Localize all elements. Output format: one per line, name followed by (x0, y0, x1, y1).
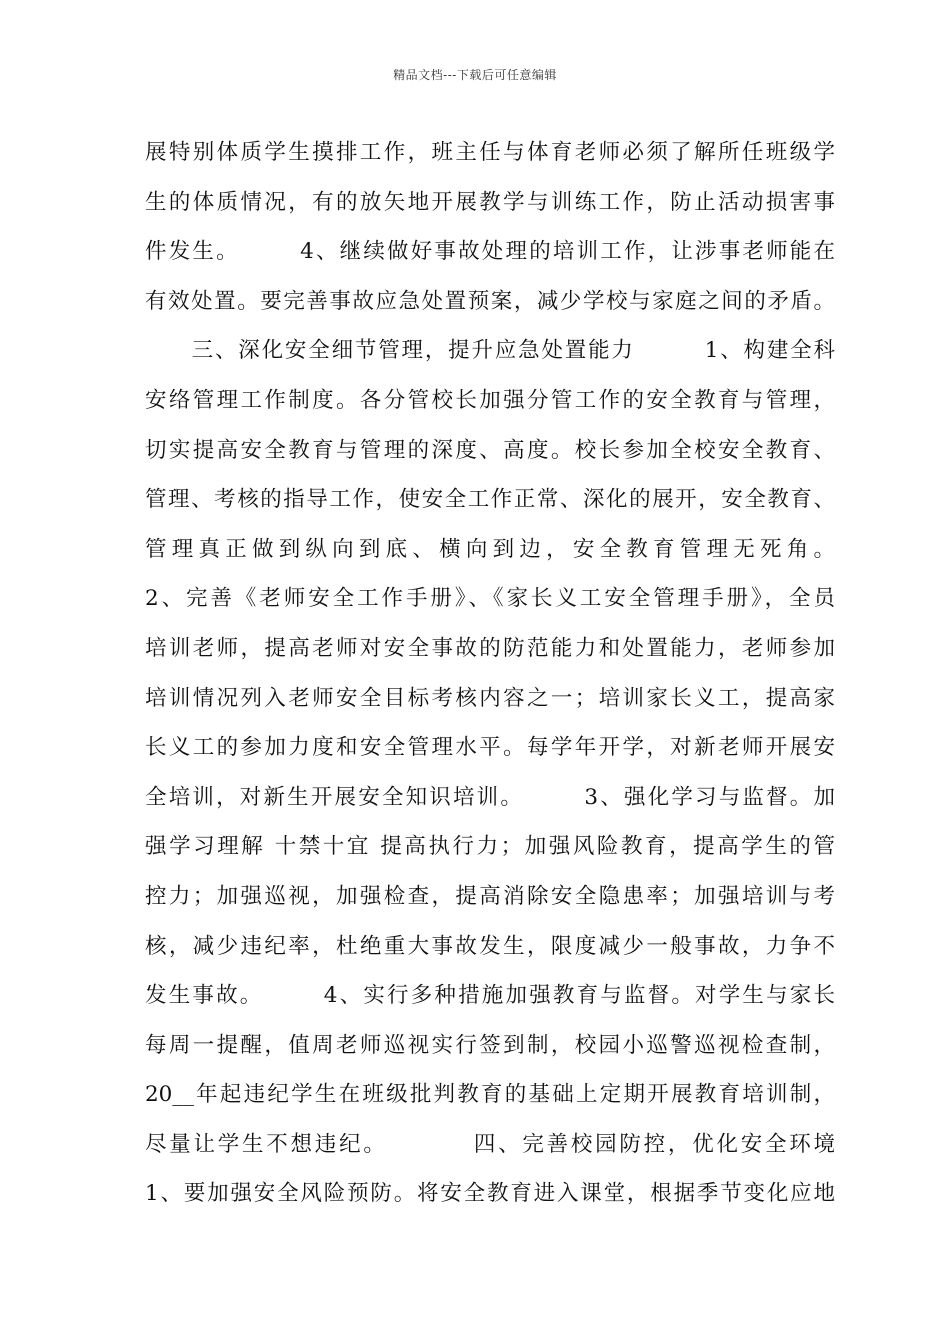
text-line: 件发生。 4、继续做好事故处理的培训工作，让涉事老师能在 (145, 239, 835, 265)
text-line: 长义工的参加力度和安全管理水平。每学年开学，对新老师开展安 (145, 735, 835, 761)
text-line: 每周一提醒，值周老师巡视实行签到制，校园小巡警巡视检查制， (145, 1032, 835, 1058)
text-line: 安络管理工作制度。各分管校长加强分管工作的安全教育与管理， (145, 387, 835, 413)
text-line: 强学习理解 十禁十宜 提高执行力；加强风险教育，提高学生的管 (145, 834, 835, 860)
text-line: 20__年起违纪学生在班级批判教育的基础上定期开展教育培训制， (145, 1082, 835, 1108)
text-line: 管理真正做到纵向到底、横向到边，安全教育管理无死角。 (145, 536, 835, 562)
text-line: 展特别体质学生摸排工作，班主任与体育老师必须了解所任班级学 (145, 140, 835, 165)
text-line: 尽量让学生不想违纪。 四、完善校园防控，优化安全环境 (145, 1131, 835, 1157)
text-line: 切实提高安全教育与管理的深度、高度。校长参加全校安全教育、 (145, 437, 835, 463)
text-line: 管理、考核的指导工作，使安全工作正常、深化的展开，安全教育、 (145, 487, 835, 513)
text-line: 全培训，对新生开展安全知识培训。 3、强化学习与监督。加 (145, 784, 835, 810)
text-line: 生的体质情况，有的放矢地开展教学与训练工作，防止活动损害事 (145, 189, 835, 215)
text-line: 培训情况列入老师安全目标考核内容之一；培训家长义工，提高家 (145, 685, 835, 711)
page-header: 精品文档---下载后可任意编辑 (393, 68, 557, 82)
text-line: 核，减少违纪率，杜绝重大事故发生，限度减少一般事故，力争不 (145, 933, 835, 959)
text-line: 三、深化安全细节管理，提升应急处置能力 1、构建全科 (145, 338, 835, 364)
text-line: 1、要加强安全风险预防。将安全教育进入课堂，根据季节变化应地 (145, 1181, 835, 1207)
text-line: 发生事故。 4、实行多种措施加强教育与监督。对学生与家长 (145, 983, 835, 1009)
text-line: 控力；加强巡视，加强检查，提高消除安全隐患率；加强培训与考 (145, 883, 835, 909)
text-line: 培训老师，提高老师对安全事故的防范能力和处置能力，老师参加 (145, 635, 835, 661)
text-line: 有效处置。要完善事故应急处置预案，减少学校与家庭之间的矛盾。 (145, 288, 835, 314)
text-line: 2、完善《老师安全工作手册》、《家长义工安全管理手册》，全员 (145, 586, 835, 612)
document-body (145, 128, 835, 1219)
